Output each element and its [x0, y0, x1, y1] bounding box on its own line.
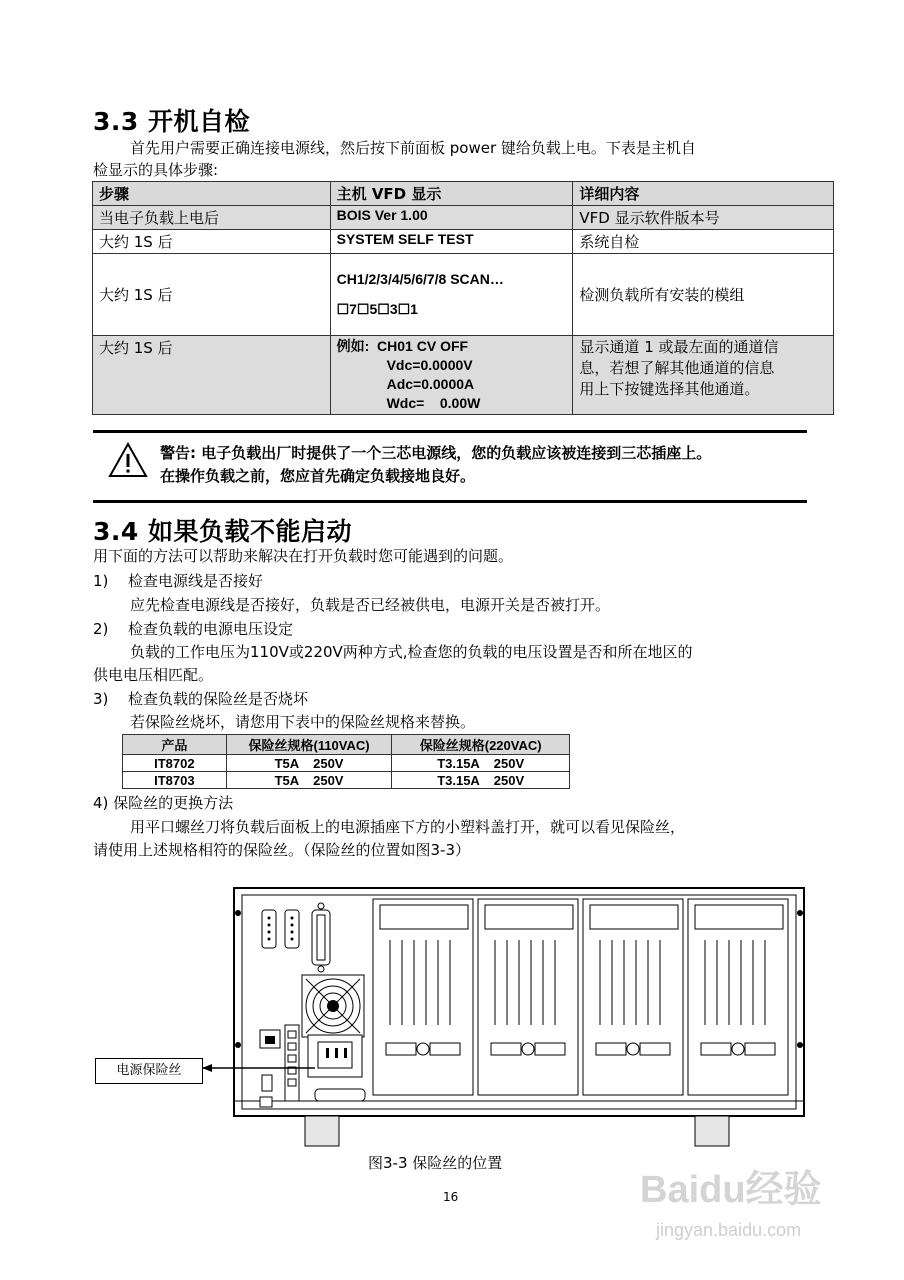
fuse-cell-110: T5A 250V	[226, 772, 392, 789]
fuse-table-header	[123, 735, 570, 755]
cell-detail: 检测负载所有安装的模组	[573, 254, 834, 336]
vfd-module-line: ☐7☐5☐3☐1	[336, 301, 418, 317]
section-3-4-intro: 用下面的方法可以帮助来解决在打开负载时您可能遇到的问题。	[93, 547, 514, 565]
fuse-header-220: 保险丝规格(220VAC)	[392, 735, 570, 755]
item3-number: 3)	[93, 690, 109, 708]
cell-step: 当电子负载上电后	[93, 206, 331, 230]
warning-line2: 在操作负载之前，您应首先确定负载接地良好。	[160, 467, 476, 485]
selftest-table-header	[93, 182, 834, 206]
cell-detail: VFD 显示软件版本号	[573, 206, 834, 230]
section-3-3-intro-line1: 首先用户需要正确连接电源线，然后按下前面板 power 键给负载上电。下表是主机自	[130, 139, 696, 157]
watermark-url: jingyan.baidu.com	[656, 1220, 802, 1240]
cell-vfd: BOIS Ver 1.00	[330, 206, 573, 230]
vfd-example-prefix: 例如:	[336, 338, 370, 354]
fuse-cell-product: IT8703	[123, 772, 227, 789]
watermark-logo: Baidu经验	[640, 1169, 822, 1211]
fuse-callout-label: 电源保险丝	[95, 1058, 203, 1084]
item1-number: 1)	[93, 572, 109, 590]
cell-vfd	[330, 336, 573, 415]
item1-title: 检查电源线是否接好	[128, 572, 264, 590]
item4-title: 4) 保险丝的更换方法	[93, 794, 234, 812]
fuse-cell-220: T3.15A 250V	[392, 772, 570, 789]
warning-top-rule	[93, 430, 807, 433]
cell-step: 大约 1S 后	[93, 254, 331, 336]
detail-line1: 显示通道 1 或最左面的通道信	[579, 338, 779, 356]
item1-body: 应先检查电源线是否接好，负载是否已经被供电，电源开关是否被打开。	[130, 596, 611, 614]
fuse-table	[122, 734, 570, 789]
header-step: 步骤	[93, 182, 331, 206]
rear-panel-figure	[90, 885, 810, 1150]
warning-bottom-rule	[93, 500, 807, 503]
item4-body-line1: 用平口螺丝刀将负载后面板上的电源插座下方的小塑料盖打开，就可以看见保险丝，	[130, 818, 686, 836]
vfd-power-line: Wdc= 0.00W	[386, 395, 481, 411]
page-number: 16	[443, 1190, 459, 1204]
cell-vfd: SYSTEM SELF TEST	[330, 230, 573, 254]
cell-step: 大约 1S 后	[93, 336, 331, 415]
section-3-3-title: 3.3 开机自检	[93, 107, 250, 136]
section-3-3-intro-line2: 检显示的具体步骤:	[93, 161, 219, 179]
item2-body-line2: 供电电压相匹配。	[93, 666, 214, 684]
detail-line3: 用上下按键选择其他通道。	[579, 380, 760, 398]
item2-title: 检查负载的电源电压设定	[128, 620, 294, 638]
header-detail: 详细内容	[573, 182, 834, 206]
vfd-voltage-line: Vdc=0.0000V	[386, 357, 473, 373]
cell-detail	[573, 336, 834, 415]
fuse-header-product: 产品	[123, 735, 227, 755]
section-3-4-title: 3.4 如果负载不能启动	[93, 517, 352, 546]
vfd-current-line: Adc=0.0000A	[386, 376, 475, 392]
fuse-cell-product: IT8702	[123, 755, 227, 772]
fuse-header-110: 保险丝规格(110VAC)	[226, 735, 392, 755]
item3-body: 若保险丝烧坏，请您用下表中的保险丝规格来替换。	[130, 713, 476, 731]
fuse-cell-110: T5A 250V	[226, 755, 392, 772]
table-row	[93, 254, 834, 336]
item2-body-line1: 负载的工作电压为110V或220V两种方式,检查您的负载的电压设置是否和所在地区的	[130, 643, 693, 661]
warning-line1: 警告: 电子负载出厂时提供了一个三芯电源线，您的负载应该被连接到三芯插座上。	[160, 444, 712, 462]
selftest-table	[92, 181, 834, 415]
vfd-scan-line: CH1/2/3/4/5/6/7/8 SCAN…	[336, 271, 504, 287]
cell-detail: 系统自检	[573, 230, 834, 254]
header-vfd: 主机 VFD 显示	[330, 182, 573, 206]
cell-step: 大约 1S 后	[93, 230, 331, 254]
table-row	[93, 336, 834, 415]
figure-caption: 图3-3 保险丝的位置	[368, 1154, 503, 1172]
table-row	[93, 206, 834, 230]
vfd-channel-line: CH01 CV OFF	[377, 338, 469, 354]
cell-vfd	[330, 254, 573, 336]
fuse-cell-220: T3.15A 250V	[392, 755, 570, 772]
item3-title: 检查负载的保险丝是否烧坏	[128, 690, 309, 708]
warning-triangle-icon	[108, 442, 148, 478]
detail-line2: 息，若想了解其他通道的信息	[579, 359, 775, 377]
table-row	[93, 230, 834, 254]
item2-number: 2)	[93, 620, 109, 638]
table-row	[123, 755, 570, 772]
table-row	[123, 772, 570, 789]
item4-body-line2: 请使用上述规格相符的保险丝。（保险丝的位置如图3-3）	[93, 841, 471, 859]
warning-text	[160, 442, 711, 488]
